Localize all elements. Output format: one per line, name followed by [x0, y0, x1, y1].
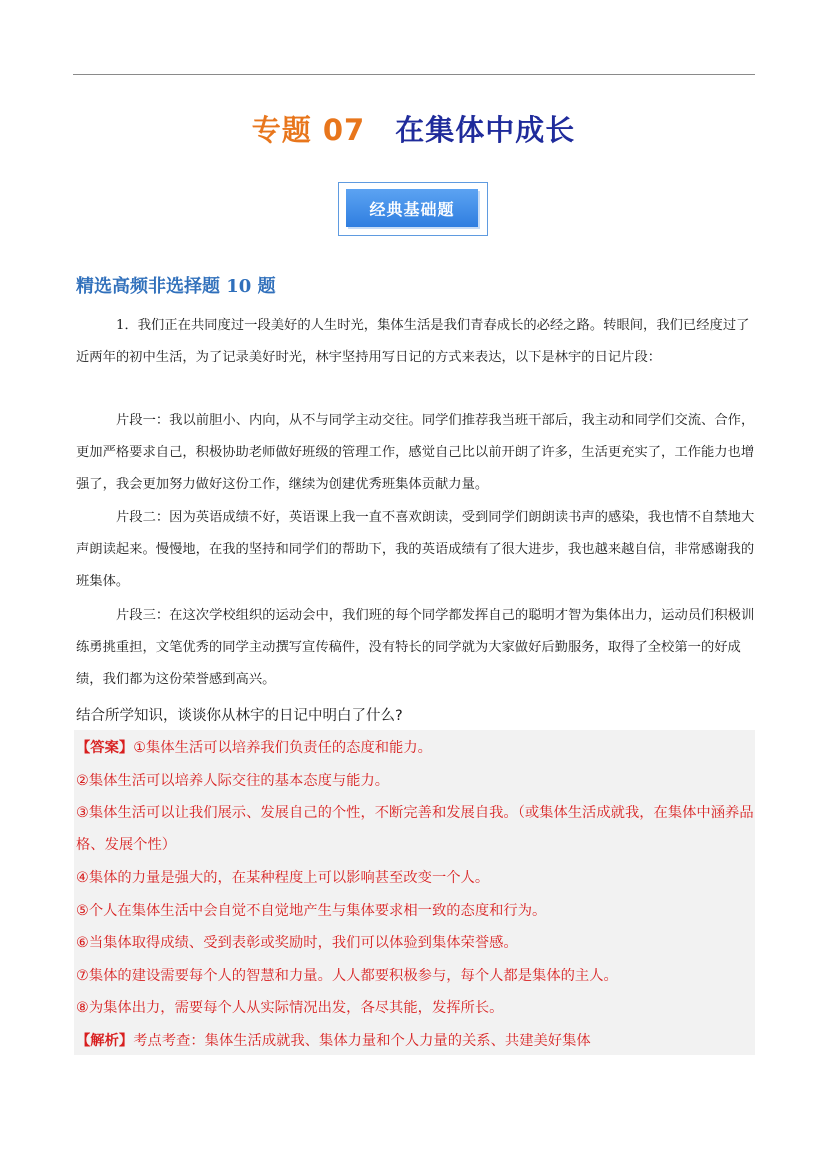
section-title: 精选高频非选择题 10 题 [76, 276, 276, 297]
answer-line-1: 【答案】①集体生活可以培养我们负责任的态度和能力。 [76, 740, 432, 756]
page-title [0, 108, 827, 149]
analysis-text: 考点考查：集体生活成就我、集体力量和个人力量的关系、共建美好集体 [133, 1033, 591, 1049]
answer-line-6: ⑥当集体取得成绩、受到表彰或奖励时，我们可以体验到集体荣誉感。 [76, 935, 518, 951]
analysis-tag: 【解析】 [76, 1033, 134, 1049]
title-main: 在集体中成长 [395, 113, 576, 147]
question-intro: 1．我们正在共同度过一段美好的人生时光，集体生活是我们青春成长的必经之路。转眼间，我们已经度过了近两年的初中生活，为了记录美好时光，林宇坚持用写日记的方式来表达，以下是林宇的日记片段： [76, 318, 750, 365]
diary-fragment-1: 片段一：我以前胆小、内向，从不与同学主动交往。同学们推荐我当班干部后，我主动和同学们交流、合作，更加严格要求自己，积极协助老师做好班级的管理工作，感觉自己比以前开朗了许多，生活更充实了，工作能力也增强了，我会更加努力做好这份工作，继续为创建优秀班集体贡献力量。 [76, 413, 755, 492]
answer-line-2: ②集体生活可以培养人际交往的基本态度与能力。 [76, 773, 390, 789]
analysis-line [76, 1025, 756, 1057]
answer-line-8: ⑧为集体出力，需要每个人从实际情况出发，各尽其能，发挥所长。 [76, 1000, 504, 1016]
answer-line-3: ③集体生活可以让我们展示、发展自己的个性，不断完善和发展自我。（或集体生活成就我，在集体中涵养品格、发展个性） [76, 805, 754, 853]
diary-fragment-2: 片段二：因为英语成绩不好，英语课上我一直不喜欢朗读，受到同学们朗朗读书声的感染，我也情不自禁地大声朗读起来。慢慢地，在我的坚持和同学们的帮助下，我的英语成绩有了很大进步，我也越来越自信，非常感谢我的班集体。 [76, 510, 755, 589]
question-prompt: 结合所学知识，谈谈你从林宇的日记中明白了什么? [76, 708, 403, 724]
answer-line-7: ⑦集体的建设需要每个人的智慧和力量。人人都要积极参与，每个人都是集体的主人。 [76, 968, 618, 984]
badge-label: 经典基础题 [346, 189, 478, 227]
level-badge [338, 182, 488, 236]
title-prefix: 专题 07 [251, 113, 366, 147]
answer-tag: 【答案】 [76, 740, 134, 756]
diary-fragment-3: 片段三：在这次学校组织的运动会中，我们班的每个同学都发挥自己的聪明才智为集体出力，运动员们积极训练勇挑重担，文笔优秀的同学主动撰写宣传稿件，没有特长的同学就为大家做好后勤服务，取得了全校第一的好成绩，我们都为这份荣誉感到高兴。 [76, 608, 755, 687]
answer-line-5: ⑤个人在集体生活中会自觉不自觉地产生与集体要求相一致的态度和行为。 [76, 903, 547, 919]
header-rule [73, 74, 755, 75]
answer-line-4: ④集体的力量是强大的，在某种程度上可以影响甚至改变一个人。 [76, 870, 490, 886]
